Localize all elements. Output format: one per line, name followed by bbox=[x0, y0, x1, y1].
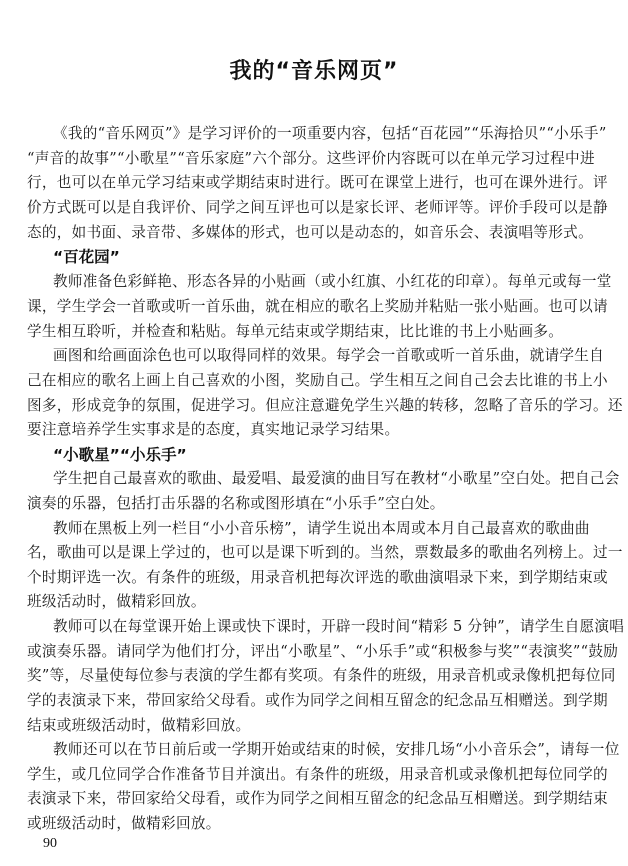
text-line: 要注意培养学生实事求是的态度，真实地记录学习结果。 bbox=[27, 421, 400, 438]
text-line: 结束或班级活动时，做精彩回放。 bbox=[27, 717, 251, 734]
text-line: 或班级活动时，做精彩回放。 bbox=[27, 815, 221, 832]
text-line: 班级活动时，做精彩回放。 bbox=[27, 593, 206, 610]
text-line: 画图和给画面涂色也可以取得同样的效果。每学会一首歌或听一首乐曲，就请学生自 bbox=[53, 347, 605, 364]
text-line: 教师还可以在节日前后或一学期开始或结束的时候，安排几场“小小音乐会”，请每一位 bbox=[53, 741, 620, 758]
section-heading-baihuayuan: “百花园” bbox=[53, 248, 120, 266]
text-line: 教师在黑板上列一栏目“小小音乐榜”，请学生说出本周或本月自己最喜欢的歌曲曲 bbox=[53, 520, 590, 537]
text-line: 表演录下来，带回家给父母看，或作为同学之间相互留念的纪念品互相赠送。到学期结束 bbox=[27, 790, 608, 807]
text-line: 价方式既可以是自我评价、同学之间互评也可以是家长评、老师评等。评价手段可以是静 bbox=[27, 199, 608, 216]
text-line: 态的，如书面、录音带、多媒体的形式，也可以是动态的，如音乐会、表演唱等形式。 bbox=[27, 224, 593, 241]
text-line: 教师准备色彩鲜艳、形态各异的小贴画（或小红旗、小红花的印章）。每单元或每一堂 bbox=[53, 273, 612, 290]
page-title: 我的“音乐网页” bbox=[229, 59, 399, 84]
text-line: 学生，或几位同学合作准备节目并演出。有条件的班级，用录音机或录像机把每位同学的 bbox=[27, 766, 608, 783]
text-line: 《我的“音乐网页”》是学习评价的一项重要内容，包括“百花园”“乐海拾贝”“小乐手” bbox=[53, 125, 607, 142]
text-line: 学生相互聆听，并检查和粘贴。每单元结束或学期结束，比比谁的书上小贴画多。 bbox=[27, 323, 564, 340]
text-line: 或演奏乐器。请同学为他们打分，评出“小歌星”、“小乐手”或“积极参与奖”“表演奖”“鼓励 bbox=[27, 643, 619, 660]
page-number: 90 bbox=[43, 836, 57, 851]
text-line: 图多，形成竞争的氛围，促进学习。但应注意避免学生兴趣的转移，忽略了音乐的学习。还 bbox=[27, 397, 623, 414]
text-line: 己在相应的歌名上画上自己喜欢的小图，奖励自己。学生相互之间自己会去比谁的书上小 bbox=[27, 372, 608, 389]
text-line: 名，歌曲可以是课上学过的，也可以是课下听到的。当然，票数最多的歌曲名列榜上。过一 bbox=[27, 544, 623, 561]
text-line: 奖”等，尽量使每位参与表演的学生都有奖项。有条件的班级，用录音机或录像机把每位同 bbox=[27, 667, 616, 684]
text-line: 课，学生学会一首歌或听一首乐曲，就在相应的歌名上奖励并粘贴一张小贴画。也可以请 bbox=[27, 298, 608, 315]
text-line: 演奏的乐器，包括打击乐器的名称或图形填在“小乐手”空白处。 bbox=[27, 495, 445, 512]
text-line: 学生把自己最喜欢的歌曲、最爱唱、最爱演的曲目写在教材“小歌星”空白处。把自己会 bbox=[53, 470, 620, 487]
section-heading-xiaogexing: “小歌星”“小乐手” bbox=[53, 446, 187, 464]
text-line: “声音的故事”“小歌星”“音乐家庭”六个部分。这些评价内容既可以在单元学习过程中进 bbox=[27, 150, 595, 167]
text-line: 学的表演录下来，带回家给父母看。或作为同学之间相互留念的纪念品互相赠送。到学期 bbox=[27, 692, 608, 709]
text-line: 个时期评选一次。有条件的班级，用录音机把每次评选的歌曲演唱录下来，到学期结束或 bbox=[27, 569, 608, 586]
text-line: 行，也可以在单元学习结束或学期结束时进行。既可在课堂上进行，也可在课外进行。评 bbox=[27, 174, 608, 191]
text-line: 教师可以在每堂课开始上课或快下课时，开辟一段时间“精彩 5 分钟”，请学生自愿演唱 bbox=[53, 618, 625, 635]
